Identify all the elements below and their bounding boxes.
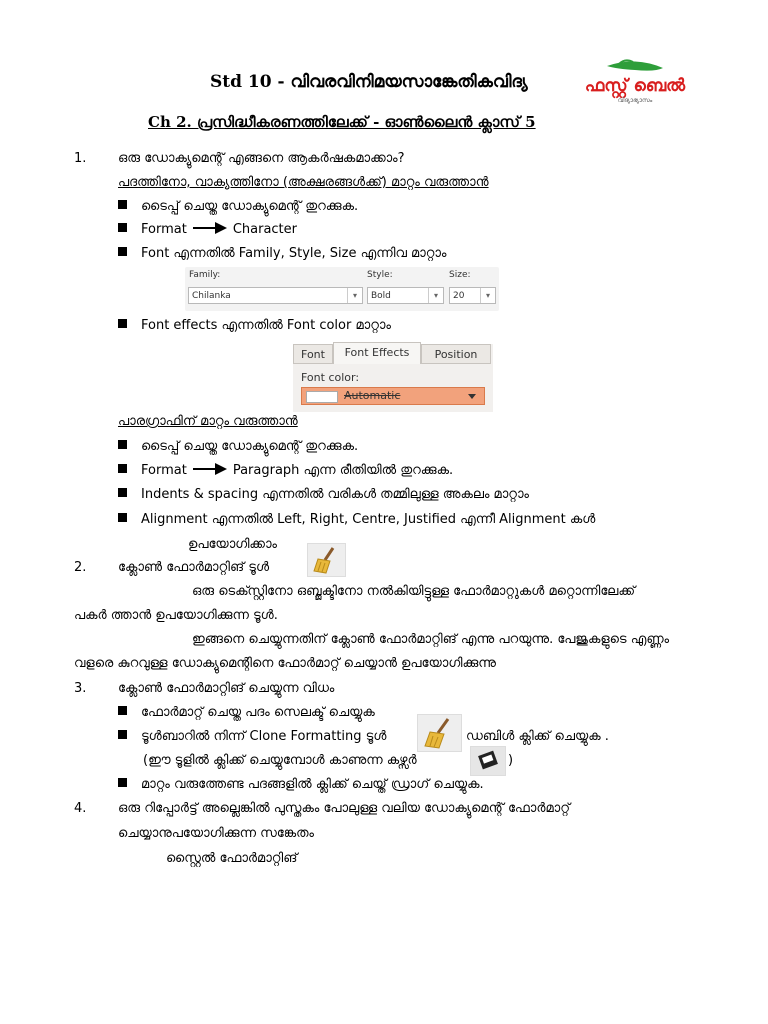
chapter-subtitle: Ch 2. പ്രസിദ്ധീകരണത്തിലേക്ക് - ഓൺലൈൻ ക്ലാസ് 5 [148, 113, 536, 131]
section4-number: 4. [74, 801, 87, 816]
section2-para2b: വളരെ കുറവുള്ള ഡോക്യുമെന്റിനെ ഫോർമാറ്റ് ചെയ്യാൻ ഉപയോഗിക്കുന്നു [74, 656, 496, 671]
font-settings-panel [185, 267, 499, 311]
section4-answer: സ്റ്റൈൽ ഫോർമാറ്റിങ് [166, 851, 298, 866]
bullet-icon [118, 247, 127, 256]
section4-line1: ഒരു റിപ്പോർട്ട് അല്ലെങ്കിൽ പുസ്തകം പോലുള്ള വലിയ ഡോക്യുമെന്റ് ഫോർമാറ്റ് [118, 801, 571, 816]
font-color-value: Automatic [344, 389, 401, 402]
first-bell-logo [584, 58, 686, 106]
section4-line2: ചെയ്യാനുപയോഗിക്കുന്ന സങ്കേതം [118, 826, 314, 841]
font-color-label: Font color: [301, 371, 360, 384]
clone-formatting-icon [417, 714, 462, 752]
bullet-icon [118, 706, 127, 715]
list-item: Font effects എന്നതിൽ Font color മാറ്റാം [118, 318, 391, 333]
section2-para2a: ഇങ്ങനെ ചെയ്യുന്നതിന് ക്ലോൺ ഫോർമാറ്റിങ് എന്നു പറയുന്നു. പേജുകളുടെ എണ്ണം [192, 632, 670, 647]
chevron-down-icon[interactable]: ▾ [347, 288, 362, 303]
style-field[interactable]: Bold ▾ [367, 287, 444, 304]
section2-title: ക്ലോൺ ഫോർമാറ്റിങ് ടൂൾ [118, 560, 270, 575]
alignment-continued: ഉപയോഗിക്കാം [188, 537, 277, 552]
list-item: Font എന്നതിൽ Family, Style, Size എന്നിവ മാറ്റാം [118, 246, 446, 261]
list-item: ടൂൾബാറിൽ നിന്ന് Clone Formatting ടൂൾ [118, 729, 386, 744]
arrow-right-icon [193, 463, 227, 475]
clone-formatting-icon [307, 543, 346, 577]
logo-subtext: വിദ്യാഭ്യാസം [617, 97, 653, 104]
bullet-icon [118, 513, 127, 522]
page-title: Std 10 - വിവരവിനിമയസാങ്കേതികവിദ്യ [210, 72, 528, 92]
section1-number: 1. [74, 151, 87, 166]
section1-heading2: പാരഗ്രാഫിന് മാറ്റം വരുത്താൻ [118, 414, 298, 429]
chevron-down-icon[interactable]: ▾ [480, 288, 495, 303]
bullet-icon [118, 488, 127, 497]
list-item: ടൈപ്പ് ചെയ്ത ഡോക്യുമെന്റ് തുറക്കുക. [118, 439, 358, 454]
list-item: Format Paragraph എന്ന രീതിയിൽ തുറക്കുക. [118, 463, 453, 478]
list-item: ടൈപ്പ് ചെയ്ത ഡോക്യുമെന്റ് തുറക്കുക. [118, 199, 358, 214]
section3-number: 3. [74, 681, 87, 696]
paint-cursor-icon [470, 746, 506, 776]
section2-number: 2. [74, 560, 87, 575]
bullet-icon [118, 223, 127, 232]
bullet-icon [118, 778, 127, 787]
section2-para1a: ഒരു ടെക്സ്റ്റിനോ ഒബ്ജക്ടിനോ നൽകിയിട്ടുള്ള ഫോർമാറ്റുകൾ മറ്റൊന്നിലേക്ക് [192, 584, 636, 599]
tab-font-effects[interactable]: Font Effects [333, 342, 421, 364]
list-item: ഫോർമാറ്റ് ചെയ്ത പദം സെലക്ട് ചെയ്യുക [118, 705, 375, 720]
bullet-icon [118, 319, 127, 328]
family-field[interactable]: Chilanka ▾ [188, 287, 363, 304]
section3-b2b: ഡബിൾ ക്ലിക്ക് ചെയ്യുക . [466, 729, 609, 744]
family-label: Family: [189, 270, 221, 280]
chevron-down-icon[interactable]: ▾ [428, 288, 443, 303]
tab-font[interactable]: Font [293, 344, 333, 364]
section2-para1b: പകർ ത്താൻ ഉപയോഗിക്കുന്ന ടൂൾ. [74, 608, 278, 623]
section3-title: ക്ലോൺ ഫോർമാറ്റിങ് ചെയ്യുന്ന വിധം [118, 681, 335, 696]
logo-text: ഫസ്റ്റ് ബെൽ [584, 76, 686, 96]
chevron-down-icon[interactable] [468, 394, 476, 399]
section1-heading: പദത്തിനോ, വാക്യത്തിനോ (അക്ഷരങ്ങൾക്ക്) മാറ്റം വരുത്താൻ [118, 175, 489, 190]
size-field[interactable]: 20 ▾ [449, 287, 496, 304]
section3-note-a: (ഈ ടൂളിൽ ക്ലിക്ക് ചെയ്യുമ്പോൾ കാണുന്ന കഴ്സർ [143, 753, 417, 768]
font-effects-panel [293, 344, 493, 412]
style-label: Style: [367, 270, 393, 280]
tab-position[interactable]: Position [421, 344, 491, 364]
section3-note-b: ) [508, 753, 514, 768]
list-item: Alignment എന്നതിൽ Left, Right, Centre, Justified എന്നീ Alignment കൾ [118, 512, 595, 527]
list-item: Indents & spacing എന്നതിൽ വരികൾ തമ്മിലുള്ള അകലം മാറ്റാം [118, 487, 529, 502]
font-color-select[interactable] [301, 387, 485, 405]
color-swatch [306, 391, 338, 403]
size-label: Size: [449, 270, 471, 280]
bullet-icon [118, 440, 127, 449]
list-item: മാറ്റം വരുത്തേണ്ട പദങ്ങളിൽ ക്ലിക്ക് ചെയ്ത് ഡ്രാഗ് ചെയ്യുക. [118, 777, 484, 792]
list-item: Format Character [118, 222, 297, 237]
bullet-icon [118, 200, 127, 209]
bullet-icon [118, 464, 127, 473]
bullet-icon [118, 730, 127, 739]
section1-question: ഒരു ഡോക്യുമെന്റ് എങ്ങനെ ആകർഷകമാക്കാം? [118, 151, 405, 166]
arrow-right-icon [193, 222, 227, 234]
